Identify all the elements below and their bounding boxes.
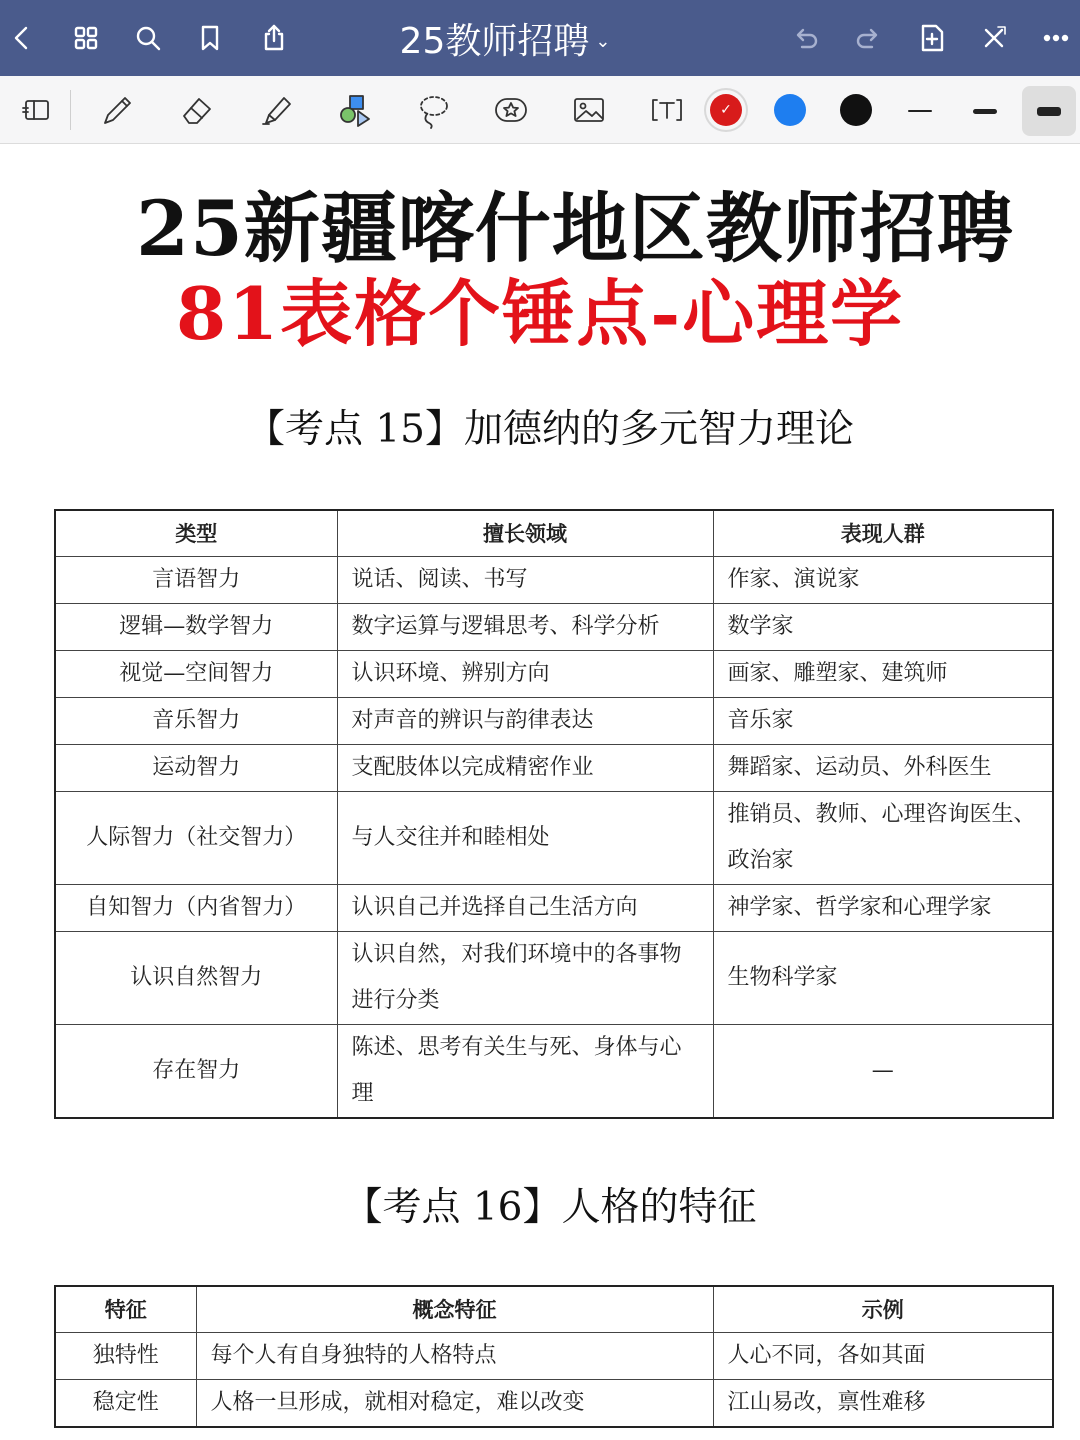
cell-trait: 稳定性 (55, 1379, 196, 1427)
cell-people: 推销员、教师、心理咨询医生、政治家 (713, 791, 1053, 884)
cell-type: 运动智力 (55, 744, 337, 791)
stroke-thick-button[interactable] (1022, 86, 1076, 136)
table-row (55, 556, 1053, 603)
color-swatch-black[interactable] (840, 94, 872, 126)
doc-main-title: 25新疆喀什地区教师招聘 (136, 184, 1014, 273)
col-header-example: 示例 (713, 1286, 1053, 1332)
lasso-icon[interactable] (408, 86, 458, 134)
highlighter-icon[interactable] (252, 86, 302, 134)
cell-people: 音乐家 (713, 697, 1053, 744)
section-16-heading (0, 1176, 1080, 1232)
col-header-people: 表现人群 (713, 510, 1053, 556)
shapes-icon[interactable] (330, 86, 380, 134)
table-row (55, 603, 1053, 650)
cell-domain: 认识自己并选择自己生活方向 (337, 884, 713, 931)
cell-type: 逻辑—数学智力 (55, 603, 337, 650)
sidebar-toggle-icon[interactable] (12, 86, 62, 134)
section-16-number: 16 (472, 1185, 523, 1230)
section-15-heading (0, 398, 1080, 454)
cell-people: 生物科学家 (713, 931, 1053, 1024)
cell-type: 视觉—空间智力 (55, 650, 337, 697)
selected-check-icon: ✓ (720, 102, 732, 118)
redo-icon[interactable] (848, 18, 888, 58)
cell-type: 存在智力 (55, 1024, 337, 1118)
undo-icon[interactable] (786, 18, 826, 58)
section-16-title: 人格的特征 (561, 1185, 757, 1230)
table-row (55, 1379, 1053, 1427)
table-row (55, 884, 1053, 931)
cell-domain: 认识自然，对我们环境中的各事物进行分类 (337, 931, 713, 1024)
eraser-icon[interactable] (172, 86, 222, 134)
pen-icon[interactable] (92, 86, 142, 134)
document-title-dropdown[interactable] (340, 12, 670, 64)
cell-type: 言语智力 (55, 556, 337, 603)
sticker-icon[interactable] (486, 86, 536, 134)
cell-domain: 对声音的辨识与韵律表达 (337, 697, 713, 744)
cell-people: — (713, 1024, 1053, 1118)
close-icon[interactable] (974, 18, 1014, 58)
cell-type: 音乐智力 (55, 697, 337, 744)
intelligence-types-table (54, 509, 1054, 1119)
add-page-icon[interactable] (912, 18, 952, 58)
cell-example: 江山易改，禀性难移 (713, 1379, 1053, 1427)
table-row (55, 697, 1053, 744)
text-box-icon[interactable] (642, 86, 692, 134)
cell-concept: 每个人有自身独特的人格特点 (196, 1332, 713, 1379)
stroke-thin-button[interactable] (893, 86, 947, 136)
section-15-number: 15 (375, 407, 425, 452)
doc-subtitle: 81表格个锤点-心理学 (176, 271, 905, 356)
col-header-concept: 概念特征 (196, 1286, 713, 1332)
cell-people: 画家、雕塑家、建筑师 (713, 650, 1053, 697)
cell-domain: 支配肢体以完成精密作业 (337, 744, 713, 791)
section-15-bracket-close: 】 (425, 407, 465, 452)
table-row (55, 1332, 1053, 1379)
table-row (55, 650, 1053, 697)
color-swatch-blue[interactable] (774, 94, 806, 126)
top-nav-bar (0, 0, 1080, 76)
col-header-trait: 特征 (55, 1286, 196, 1332)
cell-people: 作家、演说家 (713, 556, 1053, 603)
table-header-row (55, 510, 1053, 556)
cell-type: 自知智力（内省智力） (55, 884, 337, 931)
chevron-down-icon: ⌄ (595, 30, 611, 52)
table-header-row (55, 1286, 1053, 1332)
bookmark-icon[interactable] (190, 18, 230, 58)
cell-people: 数学家 (713, 603, 1053, 650)
document-title: 25教师招聘 (399, 20, 590, 62)
cell-domain: 陈述、思考有关生与死、身体与心理 (337, 1024, 713, 1118)
col-header-type: 类型 (55, 510, 337, 556)
image-icon[interactable] (564, 86, 614, 134)
cell-people: 舞蹈家、运动员、外科医生 (713, 744, 1053, 791)
grid-icon[interactable] (66, 18, 106, 58)
annotation-toolbar (0, 76, 1080, 144)
section-15-bracket-open: 【考点 (245, 407, 376, 452)
stroke-medium-button[interactable] (958, 86, 1012, 136)
table-row (55, 931, 1053, 1024)
cell-type: 人际智力（社交智力） (55, 791, 337, 884)
cell-domain: 说话、阅读、书写 (337, 556, 713, 603)
back-icon[interactable] (2, 18, 42, 58)
toolbar-divider (70, 90, 71, 130)
table-row (55, 744, 1053, 791)
table-row (55, 1024, 1053, 1118)
table-row (55, 791, 1053, 884)
color-swatch-red[interactable] (710, 94, 742, 126)
col-header-domain: 擅长领域 (337, 510, 713, 556)
section-16-bracket-open: 【考点 (343, 1185, 473, 1230)
section-16-bracket-close: 】 (522, 1185, 562, 1230)
personality-traits-table (54, 1285, 1054, 1428)
cell-type: 认识自然智力 (55, 931, 337, 1024)
share-icon[interactable] (254, 18, 294, 58)
cell-trait: 独特性 (55, 1332, 196, 1379)
more-icon[interactable] (1036, 18, 1076, 58)
search-icon[interactable] (128, 18, 168, 58)
cell-domain: 与人交往并和睦相处 (337, 791, 713, 884)
cell-concept: 人格一旦形成，就相对稳定，难以改变 (196, 1379, 713, 1427)
cell-example: 人心不同，各如其面 (713, 1332, 1053, 1379)
cell-people: 神学家、哲学家和心理学家 (713, 884, 1053, 931)
cell-domain: 认识环境、辨别方向 (337, 650, 713, 697)
section-15-title: 加德纳的多元智力理论 (464, 407, 855, 452)
cell-domain: 数字运算与逻辑思考、科学分析 (337, 603, 713, 650)
